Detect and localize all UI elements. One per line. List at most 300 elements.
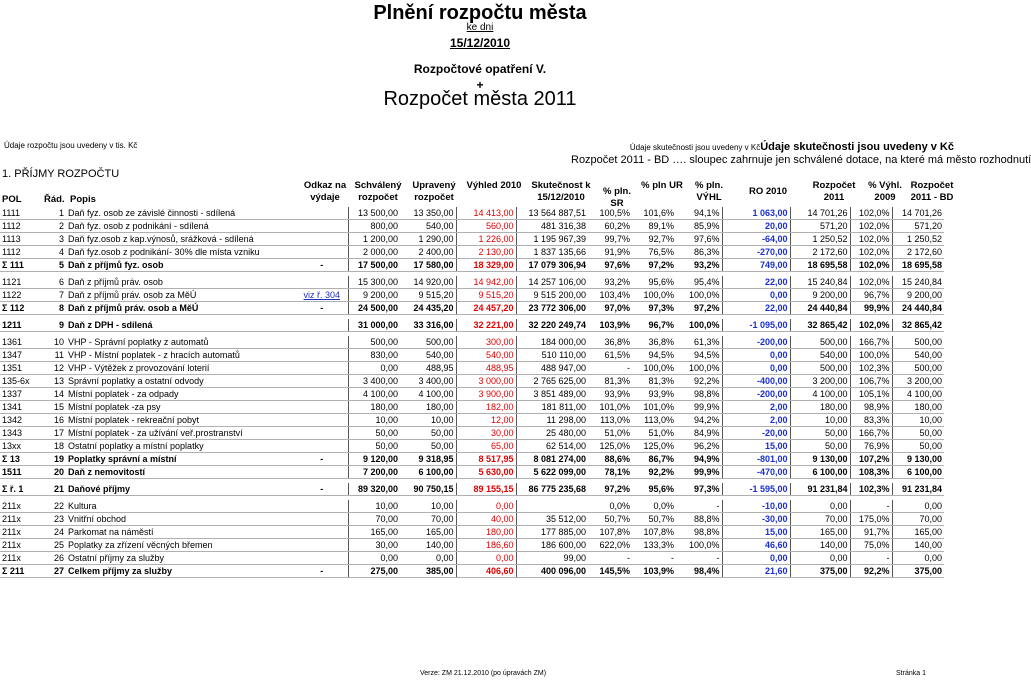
cell-r2011: 9 130,00 — [790, 453, 850, 466]
cell-bd: 0,00 — [892, 552, 944, 565]
cell-skut: 11 298,00 — [516, 414, 588, 427]
cell-psr: 61,5% — [588, 349, 632, 362]
cell-ur: 17 580,00 — [400, 259, 456, 272]
cell-skut: 181 811,00 — [516, 401, 588, 414]
cell-sr: 165,00 — [348, 526, 400, 539]
table-row — [0, 233, 944, 246]
cell-pol: 211x — [0, 539, 40, 552]
cell-sr: 2 000,00 — [348, 246, 400, 259]
cell-bd: 540,00 — [892, 349, 944, 362]
cell-pur: 94,5% — [632, 349, 676, 362]
cell-ur: 4 100,00 — [400, 388, 456, 401]
cell-skut: 99,00 — [516, 552, 588, 565]
cell-ur: 90 750,15 — [400, 483, 456, 496]
cell-p2009: 102,0% — [850, 246, 892, 259]
cell-sr: 800,00 — [348, 220, 400, 233]
cell-skut: 13 564 887,51 — [516, 207, 588, 220]
cell-sr: 1 200,00 — [348, 233, 400, 246]
cell-popis: Daň fyz. osob ze závislé činnosti - sdílená — [66, 207, 296, 220]
cell-ur: 540,00 — [400, 220, 456, 233]
units-note-left: Údaje rozpočtu jsou uvedeny v tis. Kč — [4, 141, 138, 150]
cell-rad: 20 — [40, 466, 66, 479]
cell-p2009: 102,0% — [850, 259, 892, 272]
cell-p2009: - — [850, 500, 892, 513]
cell-sr: 31 000,00 — [348, 319, 400, 332]
cell-bd: 50,00 — [892, 427, 944, 440]
cell-pur: 125,0% — [632, 440, 676, 453]
cell-sr: 17 500,00 — [348, 259, 400, 272]
cell-pur: 89,1% — [632, 220, 676, 233]
cell-popis: Kultura — [66, 500, 296, 513]
cell-ur: 1 290,00 — [400, 233, 456, 246]
cell-ro: 15,00 — [722, 440, 790, 453]
cell-ro: -1 595,00 — [722, 483, 790, 496]
cell-bd: 140,00 — [892, 539, 944, 552]
cell-odkaz — [296, 233, 348, 246]
cell-pur: 93,9% — [632, 388, 676, 401]
cell-odkaz — [296, 500, 348, 513]
cell-rad: 4 — [40, 246, 66, 259]
header-pln-ur: % pln UR — [641, 180, 683, 191]
cell-ur: 180,00 — [400, 401, 456, 414]
cell-pol: Σ 211 — [0, 565, 40, 578]
cell-r2011: 6 100,00 — [790, 466, 850, 479]
cell-ur: 0,00 — [400, 552, 456, 565]
cell-r2011: 500,00 — [790, 362, 850, 375]
cell-psr: 97,2% — [588, 483, 632, 496]
cell-sr: 500,00 — [348, 336, 400, 349]
cell-ro: -10,00 — [722, 500, 790, 513]
cell-odkaz — [296, 552, 348, 565]
cell-p2009: 91,7% — [850, 526, 892, 539]
cell-ro: 22,00 — [722, 276, 790, 289]
cell-rad: 24 — [40, 526, 66, 539]
cell-r2011: 140,00 — [790, 539, 850, 552]
cell-popis: Správní poplatky a ostatní odvody — [66, 375, 296, 388]
cell-vyhl: 0,00 — [456, 552, 516, 565]
cell-odkaz: - — [296, 565, 348, 578]
cell-odkaz: - — [296, 483, 348, 496]
cell-rad: 2 — [40, 220, 66, 233]
table-row — [0, 466, 944, 479]
cell-pol: 1112 — [0, 220, 40, 233]
cell-bd: 70,00 — [892, 513, 944, 526]
cell-sr: 24 500,00 — [348, 302, 400, 315]
cell-ro: 0,00 — [722, 552, 790, 565]
cell-pur: 103,9% — [632, 565, 676, 578]
header-rad: Řád. — [44, 194, 65, 205]
cell-skut: 2 765 625,00 — [516, 375, 588, 388]
cell-pol: 1351 — [0, 362, 40, 375]
cell-popis: Daňové příjmy — [66, 483, 296, 496]
cell-vyhl: 40,00 — [456, 513, 516, 526]
cell-popis: Místní poplatek - rekreační pobyt — [66, 414, 296, 427]
cell-ur: 2 400,00 — [400, 246, 456, 259]
cell-popis: Poplatky správní a místní — [66, 453, 296, 466]
cell-pvyhl: 98,8% — [676, 388, 722, 401]
cell-rad: 18 — [40, 440, 66, 453]
ke-dni-label: ke dni — [466, 22, 494, 33]
cell-vyhl: 2 130,00 — [456, 246, 516, 259]
cell-skut: 3 851 489,00 — [516, 388, 588, 401]
cell-vyhl: 540,00 — [456, 349, 516, 362]
cell-odkaz — [296, 388, 348, 401]
cell-rad: 25 — [40, 539, 66, 552]
cell-rad: 12 — [40, 362, 66, 375]
cell-rad: 5 — [40, 259, 66, 272]
cell-rad: 23 — [40, 513, 66, 526]
cell-pvyhl: 94,2% — [676, 414, 722, 427]
cell-popis: Celkem příjmy za služby — [66, 565, 296, 578]
cell-pol: 1361 — [0, 336, 40, 349]
cell-sr: 13 500,00 — [348, 207, 400, 220]
cell-ur: 3 400,00 — [400, 375, 456, 388]
section-title: 1. PŘÍJMY ROZPOČTU — [2, 168, 120, 180]
cell-pol: 1211 — [0, 319, 40, 332]
cell-vyhl: 9 515,20 — [456, 289, 516, 302]
cell-vyhl: 300,00 — [456, 336, 516, 349]
cell-pvyhl: 94,5% — [676, 349, 722, 362]
table-row — [0, 336, 944, 349]
cell-p2009: 96,7% — [850, 289, 892, 302]
cell-ro: 46,60 — [722, 539, 790, 552]
plus-sign: + — [476, 78, 484, 92]
cell-bd: 10,00 — [892, 414, 944, 427]
cell-r2011: 4 100,00 — [790, 388, 850, 401]
cell-sr: 275,00 — [348, 565, 400, 578]
cell-ur: 50,00 — [400, 440, 456, 453]
table-row — [0, 565, 944, 578]
cell-pol: 1511 — [0, 466, 40, 479]
cell-pvyhl: 98,8% — [676, 526, 722, 539]
cell-r2011: 165,00 — [790, 526, 850, 539]
cell-odkaz — [296, 401, 348, 414]
cell-ro: 749,00 — [722, 259, 790, 272]
version-footer: Verze: ZM 21.12.2010 (po úpravách ZM) — [420, 670, 547, 677]
cell-ur: 33 316,00 — [400, 319, 456, 332]
cell-r2011: 1 250,52 — [790, 233, 850, 246]
cell-r2011: 180,00 — [790, 401, 850, 414]
cell-psr: 99,7% — [588, 233, 632, 246]
cell-p2009: 105,1% — [850, 388, 892, 401]
table-row — [0, 319, 944, 332]
cell-sr: 10,00 — [348, 414, 400, 427]
cell-ro: -470,00 — [722, 466, 790, 479]
cell-p2009: 100,0% — [850, 349, 892, 362]
cell-vyhl: 180,00 — [456, 526, 516, 539]
cell-psr: 93,9% — [588, 388, 632, 401]
cell-pvyhl: 97,6% — [676, 233, 722, 246]
table-row — [0, 302, 944, 315]
cell-bd: 9 130,00 — [892, 453, 944, 466]
cell-pur: 95,6% — [632, 276, 676, 289]
cell-popis: Daň z DPH - sdílená — [66, 319, 296, 332]
cell-sr: 9 120,00 — [348, 453, 400, 466]
cell-pur: 36,8% — [632, 336, 676, 349]
cell-odkaz — [296, 526, 348, 539]
cell-rad: 13 — [40, 375, 66, 388]
cell-psr: 101,0% — [588, 401, 632, 414]
cell-pur: 107,8% — [632, 526, 676, 539]
cell-pol: 211x — [0, 526, 40, 539]
cell-pol: Σ 112 — [0, 302, 40, 315]
cell-odkaz — [296, 246, 348, 259]
cell-p2009: 102,0% — [850, 319, 892, 332]
cell-odkaz — [296, 427, 348, 440]
cell-skut: 35 512,00 — [516, 513, 588, 526]
cell-sr: 830,00 — [348, 349, 400, 362]
cell-psr: 622,0% — [588, 539, 632, 552]
cell-pol: 13xx — [0, 440, 40, 453]
cell-odkaz — [296, 319, 348, 332]
cell-sr: 70,00 — [348, 513, 400, 526]
cell-ro: 15,00 — [722, 526, 790, 539]
cell-bd: 24 440,84 — [892, 302, 944, 315]
cell-pvyhl: 95,4% — [676, 276, 722, 289]
cell-popis: Místní poplatek - za odpady — [66, 388, 296, 401]
cell-pvyhl: 94,1% — [676, 207, 722, 220]
cell-ur: 24 435,20 — [400, 302, 456, 315]
cell-odkaz: - — [296, 302, 348, 315]
cell-skut: 1 195 967,39 — [516, 233, 588, 246]
cell-pol: 1347 — [0, 349, 40, 362]
cell-vyhl: 65,00 — [456, 440, 516, 453]
cell-odkaz — [296, 466, 348, 479]
cell-psr: 103,9% — [588, 319, 632, 332]
cell-r2011: 10,00 — [790, 414, 850, 427]
cell-pvyhl: 85,9% — [676, 220, 722, 233]
cell-skut: 25 480,00 — [516, 427, 588, 440]
cell-pol: 1121 — [0, 276, 40, 289]
cell-ur: 50,00 — [400, 427, 456, 440]
cell-psr: 50,7% — [588, 513, 632, 526]
cell-skut: 481 316,38 — [516, 220, 588, 233]
cell-ro: -400,00 — [722, 375, 790, 388]
header-rozpocet-2011: Rozpočet 2011 — [812, 180, 856, 203]
cell-sr: 89 320,00 — [348, 483, 400, 496]
cell-p2009: 75,0% — [850, 539, 892, 552]
cell-pvyhl: 100,0% — [676, 319, 722, 332]
cell-psr: 91,9% — [588, 246, 632, 259]
cell-r2011: 0,00 — [790, 552, 850, 565]
header-popis: Popis — [70, 194, 96, 205]
cell-pvyhl: 93,2% — [676, 259, 722, 272]
cell-vyhl: 3 900,00 — [456, 388, 516, 401]
cell-ur: 13 350,00 — [400, 207, 456, 220]
cell-vyhl: 32 221,00 — [456, 319, 516, 332]
cell-pol: 1112 — [0, 246, 40, 259]
cell-pvyhl: 97,2% — [676, 302, 722, 315]
cell-odkaz — [296, 276, 348, 289]
cell-pvyhl: 99,9% — [676, 466, 722, 479]
cell-odkaz: - — [296, 259, 348, 272]
cell-popis: Daň z příjmů práv. osob a MěÚ — [66, 302, 296, 315]
cell-pvyhl: 99,9% — [676, 401, 722, 414]
cell-popis: Místní poplatek -za psy — [66, 401, 296, 414]
units-note-right-big: Údaje skutečnosti jsou uvedeny v Kč — [760, 141, 954, 153]
cell-pur: 113,0% — [632, 414, 676, 427]
header-schvaleny: Schválený rozpočet — [354, 180, 402, 203]
cell-odkaz — [296, 336, 348, 349]
cell-ro: 2,00 — [722, 414, 790, 427]
cell-vyhl: 186,60 — [456, 539, 516, 552]
cell-p2009: 102,3% — [850, 362, 892, 375]
cell-rad: 8 — [40, 302, 66, 315]
cell-r2011: 2 172,60 — [790, 246, 850, 259]
cell-pur: 92,2% — [632, 466, 676, 479]
cell-pol: 1341 — [0, 401, 40, 414]
cell-r2011: 500,00 — [790, 336, 850, 349]
cell-odkaz — [296, 539, 348, 552]
cell-bd: 91 231,84 — [892, 483, 944, 496]
cell-rad: 15 — [40, 401, 66, 414]
cell-rad: 7 — [40, 289, 66, 302]
table-row — [0, 552, 944, 565]
cell-vyhl: 8 517,95 — [456, 453, 516, 466]
cell-bd: 6 100,00 — [892, 466, 944, 479]
cell-ro: -801,00 — [722, 453, 790, 466]
cell-ur: 500,00 — [400, 336, 456, 349]
cell-p2009: - — [850, 552, 892, 565]
header-upraveny: Upravený rozpočet — [412, 180, 456, 203]
cell-popis: Vnitřní obchod — [66, 513, 296, 526]
cell-pur: 101,0% — [632, 401, 676, 414]
cell-p2009: 108,3% — [850, 466, 892, 479]
table-row — [0, 500, 944, 513]
cell-r2011: 540,00 — [790, 349, 850, 362]
cell-vyhl: 182,00 — [456, 401, 516, 414]
cell-rad: 14 — [40, 388, 66, 401]
cell-rad: 17 — [40, 427, 66, 440]
cell-rad: 27 — [40, 565, 66, 578]
cell-sr: 0,00 — [348, 552, 400, 565]
cell-popis: VHP - Místní poplatek - z hracích automatů — [66, 349, 296, 362]
table-row — [0, 388, 944, 401]
cell-psr: 97,6% — [588, 259, 632, 272]
cell-skut — [516, 500, 588, 513]
cell-bd: 1 250,52 — [892, 233, 944, 246]
cell-ur: 9 318,95 — [400, 453, 456, 466]
cell-odkaz[interactable]: viz ř. 304 — [296, 289, 348, 302]
cell-sr: 50,00 — [348, 427, 400, 440]
units-note-right — [630, 141, 954, 153]
bd-column-note: Rozpočet 2011 - BD …. sloupec zahrnuje jen schválené dotace, na které má město rozhodnutí — [571, 154, 1031, 166]
cell-r2011: 91 231,84 — [790, 483, 850, 496]
cell-sr: 7 200,00 — [348, 466, 400, 479]
cell-sr: 3 400,00 — [348, 375, 400, 388]
header-odkaz: Odkaz na výdaje — [303, 180, 347, 203]
cell-sr: 10,00 — [348, 500, 400, 513]
table-row — [0, 362, 944, 375]
cell-sr: 9 200,00 — [348, 289, 400, 302]
cell-rad: 3 — [40, 233, 66, 246]
cell-ro: -200,00 — [722, 388, 790, 401]
cell-p2009: 83,3% — [850, 414, 892, 427]
cell-bd: 4 100,00 — [892, 388, 944, 401]
cell-pvyhl: 98,4% — [676, 565, 722, 578]
cell-bd: 32 865,42 — [892, 319, 944, 332]
cell-pur: 50,7% — [632, 513, 676, 526]
table-row — [0, 539, 944, 552]
cell-pur: 81,3% — [632, 375, 676, 388]
cell-p2009: 76,9% — [850, 440, 892, 453]
cell-ur: 540,00 — [400, 349, 456, 362]
cell-bd: 500,00 — [892, 336, 944, 349]
cell-r2011: 14 701,26 — [790, 207, 850, 220]
cell-psr: 60,2% — [588, 220, 632, 233]
cell-pvyhl: 86,3% — [676, 246, 722, 259]
cell-psr: 81,3% — [588, 375, 632, 388]
cell-pur: 97,3% — [632, 302, 676, 315]
cell-rad: 11 — [40, 349, 66, 362]
cell-rad: 10 — [40, 336, 66, 349]
cell-popis: VHP - Správní poplatky z automatů — [66, 336, 296, 349]
cell-vyhl: 406,60 — [456, 565, 516, 578]
cell-p2009: 102,0% — [850, 233, 892, 246]
cell-popis: Daň z nemovitostí — [66, 466, 296, 479]
cell-ro: -20,00 — [722, 427, 790, 440]
cell-skut: 17 079 306,94 — [516, 259, 588, 272]
cell-psr: 125,0% — [588, 440, 632, 453]
cell-bd: 15 240,84 — [892, 276, 944, 289]
cell-skut: 488 947,00 — [516, 362, 588, 375]
cell-popis: Daň fyz.osob z kap.výnosů, srážková - sdílená — [66, 233, 296, 246]
cell-psr: 103,4% — [588, 289, 632, 302]
header-skutecnost: Skutečnost k 15/12/2010 — [531, 180, 591, 203]
cell-vyhl: 0,00 — [456, 500, 516, 513]
cell-pol: Σ ř. 1 — [0, 483, 40, 496]
header-pln-sr: % pln. SR — [603, 186, 631, 209]
cell-psr: 107,8% — [588, 526, 632, 539]
header-ro: RO 2010 — [748, 186, 788, 197]
cell-ro: 21,60 — [722, 565, 790, 578]
cell-p2009: 102,0% — [850, 276, 892, 289]
cell-skut: 8 081 274,00 — [516, 453, 588, 466]
table-row — [0, 246, 944, 259]
table-row — [0, 375, 944, 388]
table-row — [0, 289, 944, 302]
cell-popis: Daň fyz. osob z podnikání - sdílená — [66, 220, 296, 233]
cell-pol: Σ 13 — [0, 453, 40, 466]
cell-skut: 1 837 135,66 — [516, 246, 588, 259]
cell-pur: 96,7% — [632, 319, 676, 332]
budget-measure-label: Rozpočtové opatření V. — [413, 62, 547, 76]
cell-bd: 500,00 — [892, 362, 944, 375]
cell-ro: -30,00 — [722, 513, 790, 526]
cell-vyhl: 30,00 — [456, 427, 516, 440]
cell-bd: 9 200,00 — [892, 289, 944, 302]
table-row — [0, 526, 944, 539]
cell-pur: 0,0% — [632, 500, 676, 513]
cell-ur: 70,00 — [400, 513, 456, 526]
cell-ro: -1 095,00 — [722, 319, 790, 332]
cell-skut: 86 775 235,68 — [516, 483, 588, 496]
cell-rad: 16 — [40, 414, 66, 427]
table-row — [0, 401, 944, 414]
cell-r2011: 50,00 — [790, 440, 850, 453]
cell-popis: Poplatky za zřízení věcných břemen — [66, 539, 296, 552]
cell-vyhl: 24 457,20 — [456, 302, 516, 315]
cell-ur: 6 100,00 — [400, 466, 456, 479]
header-pln-vyhl: % pln. VÝHL — [695, 180, 723, 203]
cell-popis: Místní poplatek - za užívání veř.prostranství — [66, 427, 296, 440]
header-vyhl-2009: % Výhl. 2009 — [868, 180, 902, 203]
cell-r2011: 3 200,00 — [790, 375, 850, 388]
table-row — [0, 427, 944, 440]
cell-pvyhl: 92,2% — [676, 375, 722, 388]
cell-ro: 0,00 — [722, 289, 790, 302]
cell-r2011: 9 200,00 — [790, 289, 850, 302]
